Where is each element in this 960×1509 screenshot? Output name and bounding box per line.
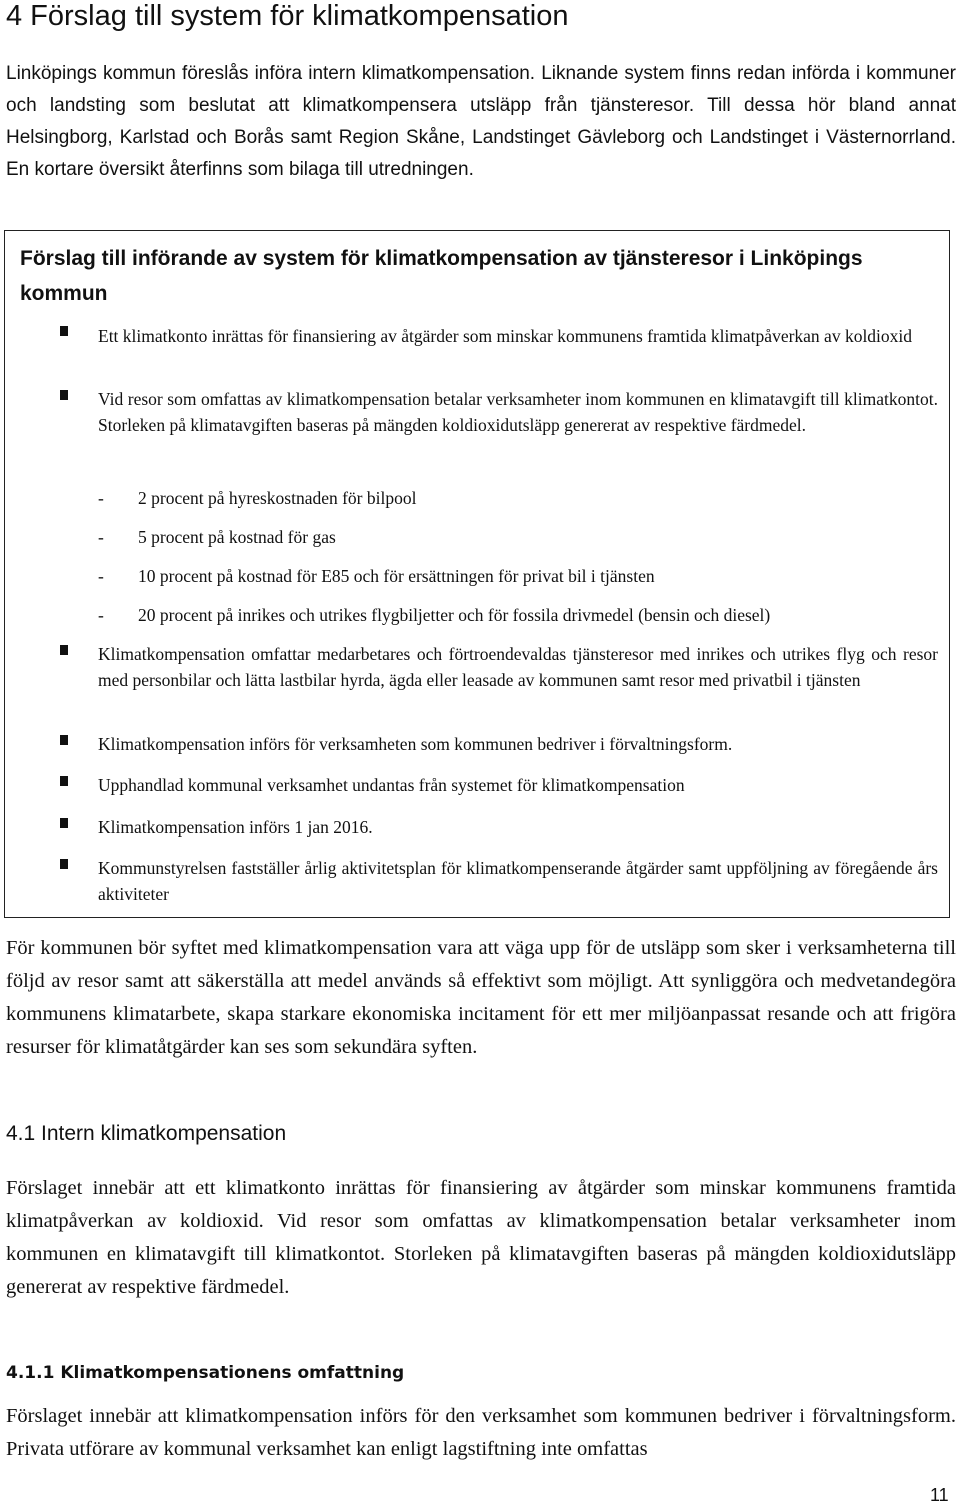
square-bullet-icon	[60, 776, 68, 786]
dash-marker: -	[98, 566, 104, 586]
square-bullet-icon	[60, 645, 68, 655]
bullet-item: Ett klimatkonto inrättas för finansiering av åtgärder som minskar kommunens framtida klimatpåverkan av koldioxid	[98, 326, 913, 346]
chapter-heading: 4 Förslag till system för klimatkompensation	[6, 0, 569, 32]
section-heading-4-1: 4.1 Intern klimatkompensation	[6, 1122, 287, 1145]
dash-marker: -	[98, 605, 104, 625]
bullet-item: Klimatkompensation införs för verksamheten som kommunen bedriver i förvaltningsform.	[98, 734, 733, 754]
square-bullet-icon	[60, 735, 68, 745]
dash-marker: -	[98, 488, 104, 508]
square-bullet-icon	[60, 390, 68, 400]
proposal-box-title: Förslag till införande av system för klimatkompensation av tjänsteresor i Linköpings kommun	[20, 247, 863, 305]
dash-item: 10 procent på kostnad för E85 och för ersättningen för privat bil i tjänsten	[138, 566, 655, 586]
bullet-item: Vid resor som omfattas av klimatkompensation betalar verksamheter inom kommunen en klimatavgift till klimatkontot. Storleken på klimatavgiften baseras på mängden koldioxidutsläpp genererat av respektive färdmedel.	[98, 389, 938, 435]
section-4-1-paragraph: Förslaget innebär att ett klimatkonto inrättas för finansiering av åtgärder som minskar kommunens framtida klimatpåverkan av koldioxid. Vid resor som omfattas av klimatkompensation betalar verksamheter inom kommunen en klimatavgift till klimatkontot. Storleken på klimatavgiften baseras på mängden koldioxidutsläpp genererat av respektive färdmedel.	[6, 1177, 956, 1298]
purpose-paragraph: För kommunen bör syftet med klimatkompensation vara att väga upp för de utsläpp som sker i verksamheterna till följd av resor samt att säkerställa att medel används så effektivt som möjligt. Att synliggöra och medvetandegöra kommunens klimatarbete, skapa starkare ekonomiska incitament för ett mer miljöanpassat resande och att frigöra resurser för klimatåtgärder kan ses som sekundära syften.	[6, 937, 956, 1058]
dash-item: 5 procent på kostnad för gas	[138, 527, 336, 547]
section-4-1-1-paragraph: Förslaget innebär att klimatkompensation införs för den verksamhet som kommunen bedriver i förvaltningsform. Privata utförare av kommunal verksamhet kan enligt lagstiftning inte omfattas	[6, 1405, 956, 1460]
square-bullet-icon	[60, 326, 68, 336]
bullet-item: Klimatkompensation införs 1 jan 2016.	[98, 817, 373, 837]
bullet-item: Upphandlad kommunal verksamhet undantas från systemet för klimatkompensation	[98, 775, 685, 795]
page-number: 11	[930, 1485, 949, 1505]
square-bullet-icon	[60, 859, 68, 869]
dash-marker: -	[98, 527, 104, 547]
bullet-item: Kommunstyrelsen fastställer årlig aktivitetsplan för klimatkompenserande åtgärder samt uppföljning av föregående års aktiviteter	[98, 858, 938, 904]
proposal-box	[4, 230, 950, 918]
dash-item: 20 procent på inrikes och utrikes flygbiljetter och för fossila drivmedel (bensin och diesel)	[138, 605, 771, 625]
dash-item: 2 procent på hyreskostnaden för bilpool	[138, 488, 417, 508]
intro-paragraph: Linköpings kommun föreslås införa intern klimatkompensation. Liknande system finns redan införda i kommuner och landsting som beslutat att klimatkompensera utsläpp från tjänsteresor. Till dessa hör bland annat Helsingborg, Karlstad och Borås samt Region Skåne, Landstinget Gävleborg och Landstinget i Västernorrland. En kortare översikt återfinns som bilaga till utredningen.	[6, 63, 956, 180]
section-heading-4-1-1: 4.1.1 Klimatkompensationens omfattning	[6, 1363, 405, 1383]
square-bullet-icon	[60, 818, 68, 828]
bullet-item: Klimatkompensation omfattar medarbetares och förtroendevaldas tjänsteresor med inrikes och utrikes flyg och resor med personbilar och lätta lastbilar hyrda, ägda eller leasade av kommunen samt resor med privatbil i tjänsten	[98, 644, 938, 690]
